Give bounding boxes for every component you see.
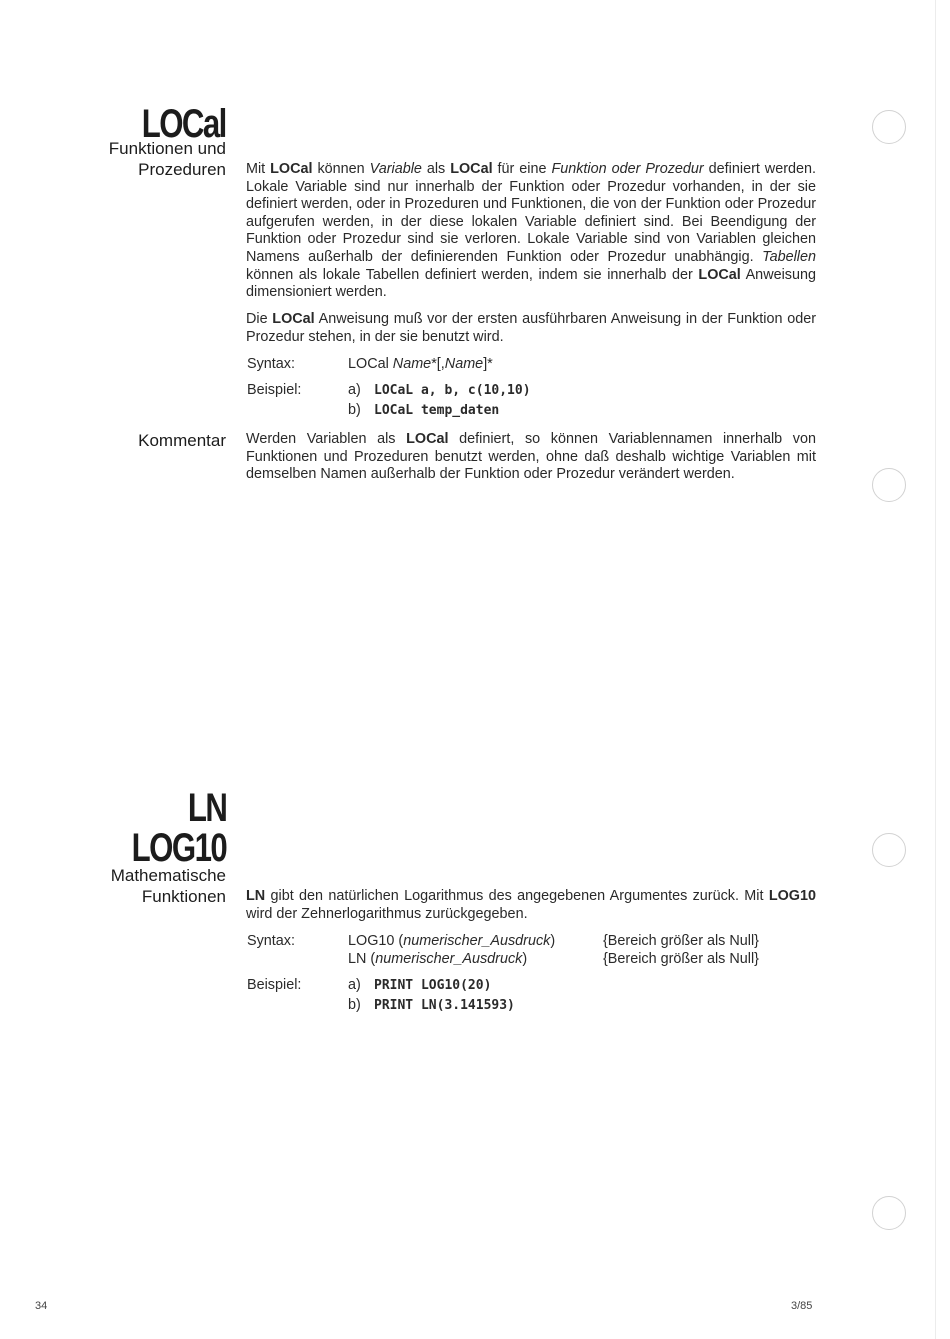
binder-hole: [872, 833, 906, 867]
date-code: 3/85: [791, 1300, 813, 1312]
page-number: 34: [35, 1300, 48, 1312]
ln-paragraph: LN gibt den natürlichen Logarithmus des angegebenen Argumentes zurück. Mit LOG10 wird der Zehnerlogarithmus zurückgegeben.: [246, 888, 816, 922]
binder-hole: [872, 110, 906, 144]
ln-example-label: Beispiel:: [247, 977, 302, 993]
local-category-line1: Funktionen und: [108, 139, 226, 158]
ln-example-a: a) PRINT LOG10(20): [348, 977, 492, 993]
ln-syntax-ln: LN (numerischer_Ausdruck): [348, 951, 528, 967]
local-example-label: Beispiel:: [247, 382, 302, 398]
local-paragraph-1: Mit LOCal können Variable als LOCal für eine Funktion oder Prozedur definiert werden. Lokale Variable sind nur innerhalb der Funktion oder Prozedur vorhanden, in der sie definiert werden, oder in Prozeduren und Funktionen, die von der Funktion oder Prozedur aufgerufen werden, in der diese lokalen Variable definiert sind. Bei Beendigung der Funktion oder Prozedur sind sie verloren. Lokale Variable sind von Variablen gleichen Namens außerhalb der definierenden Funktion oder Prozedur unabhängig. Tabellen können als lokale Tabellen definiert werden, indem sie innerhalb der LOCal Anweisung dimensioniert werden.: [246, 161, 817, 301]
local-category-line2: Prozeduren: [138, 160, 226, 179]
ln-syntax-log10: LOG10 (numerischer_Ausdruck): [348, 933, 556, 949]
local-paragraph-2: Die LOCal Anweisung muß vor der ersten ausführbaren Anweisung in der Funktion oder Prozedur stehen, in der sie benutzt wird.: [246, 311, 816, 345]
binder-hole: [872, 1196, 906, 1230]
ln-title: LN: [187, 786, 226, 830]
ln-syntax-label: Syntax:: [247, 933, 295, 949]
local-example-a: a) LOCaL a, b, c(10,10): [348, 382, 531, 398]
log10-title: LOG10: [131, 826, 226, 870]
local-syntax-label: Syntax:: [247, 356, 295, 372]
ln-example-b: b) PRINT LN(3.141593): [348, 997, 515, 1013]
ln-syntax-ln-note: {Bereich größer als Null}: [603, 951, 759, 967]
ln-category-line1: Mathematische: [110, 866, 226, 885]
comment-label: Kommentar: [138, 431, 226, 450]
local-example-b: b) LOCaL temp_daten: [348, 402, 500, 418]
local-syntax-line: LOCal Name*[,Name]*: [348, 356, 493, 372]
local-title: LOCal: [141, 102, 226, 146]
ln-syntax-log10-note: {Bereich größer als Null}: [603, 933, 759, 949]
page-edge-line: [935, 0, 936, 1339]
binder-hole: [872, 468, 906, 502]
ln-category-line2: Funktionen: [141, 887, 226, 906]
comment-paragraph: Werden Variablen als LOCal definiert, so können Variablennamen innerhalb von Funktionen und Prozeduren benutzt werden, ohne daß deshalb wichtige Variablen mit demselben Namen außerhalb der Funktion oder Prozedur verändert werden.: [246, 431, 816, 483]
